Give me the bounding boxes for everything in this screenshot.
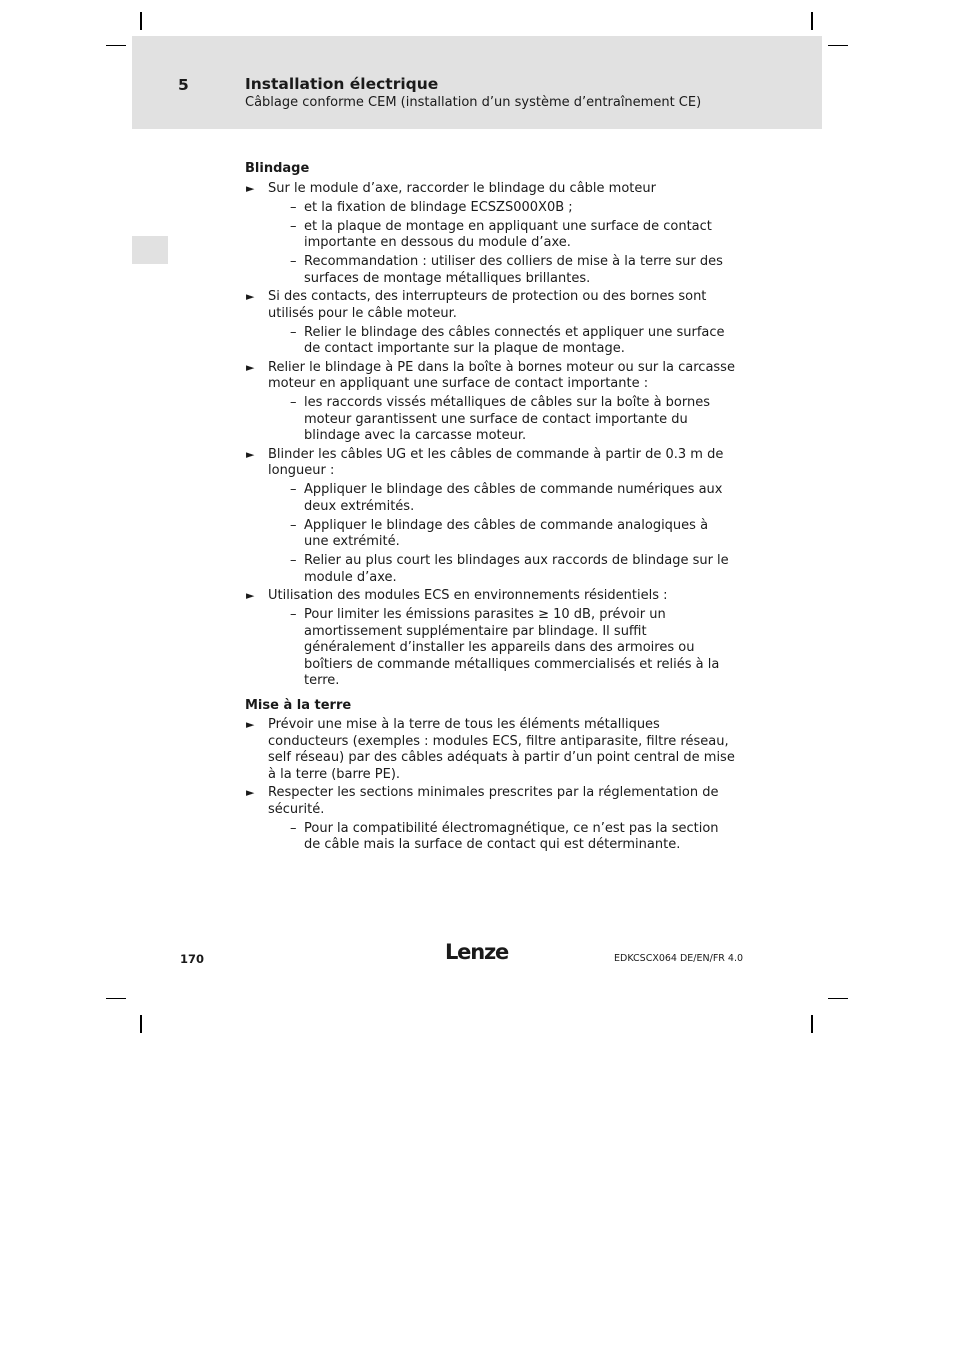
sub-item-text: Appliquer le blindage des câbles de commande numériques aux deux extrémités. [304, 482, 723, 514]
chapter-number: 5 [178, 76, 189, 94]
lenze-logo: Lenze [445, 940, 509, 964]
dash-icon: – [290, 199, 297, 215]
sub-item [268, 821, 735, 854]
sub-item-text: et la plaque de montage en appliquant une surface de contact importante en dessous du module d’axe. [304, 218, 712, 250]
sub-item [268, 325, 735, 358]
side-tab-marker [132, 236, 168, 264]
dash-icon: – [290, 482, 297, 497]
dash-icon: – [290, 395, 297, 410]
chapter-subtitle: Câblage conforme CEM (installation d’un système d’entraînement CE) [245, 95, 702, 110]
bullet-arrow-icon: ► [246, 181, 255, 195]
bullet-arrow-icon: ► [246, 290, 255, 303]
sub-item-text: Appliquer le blindage des câbles de commande analogiques à une extrémité. [304, 517, 709, 549]
sub-item-text: Pour la compatibilité électromagnétique, ce n’est pas la section de câble mais la surface de contact qui est déterminante. [304, 820, 719, 852]
list-item-text: Sur le module d’axe, raccorder le blindage du câble moteur [268, 180, 656, 196]
sub-item [268, 254, 735, 287]
sub-item-text: les raccords vissés métalliques de câbles sur la boîte à bornes moteur garantissent une surface de contact importante du blindage avec la carcasse moteur. [304, 395, 710, 443]
dash-icon: – [290, 607, 297, 622]
dash-icon: – [290, 553, 297, 568]
sub-item [268, 219, 735, 252]
sub-item [268, 395, 735, 445]
dash-icon: – [290, 254, 297, 269]
section-heading: Blindage [245, 161, 310, 176]
list-item-text: Blinder les câbles UG et les câbles de commande à partir de 0.3 m de longueur : [268, 446, 724, 478]
sub-item [268, 518, 735, 551]
crop-mark [828, 998, 848, 999]
sub-item-text: Recommandation : utiliser des colliers de mise à la terre sur des surfaces de montage métalliques brillantes. [304, 254, 723, 286]
crop-mark [140, 12, 142, 30]
list-item-text: Si des contacts, des interrupteurs de protection ou des bornes sont utilisés pour le câble moteur. [268, 289, 707, 321]
list-item-text: Utilisation des modules ECS en environnements résidentiels : [268, 588, 668, 603]
sub-item [268, 607, 735, 690]
section-heading: Mise à la terre [245, 697, 352, 713]
crop-mark [106, 45, 126, 46]
list-item [245, 447, 735, 587]
bullet-arrow-icon: ► [246, 786, 255, 799]
sub-item [268, 553, 735, 586]
list-item-text: Prévoir une mise à la terre de tous les éléments métalliques conducteurs (exemples : modules ECS, filtre antiparasite, filtre réseau, self réseau) par des câbles adéquats à partir d’un point central de mise à la terre (barre PE). [268, 717, 735, 782]
main-content [245, 161, 735, 856]
dash-icon: – [290, 820, 297, 836]
list-item-text: Relier le blindage à PE dans la boîte à bornes moteur ou sur la carcasse moteur en appliquant une surface de contact importante : [268, 359, 735, 391]
list-item [245, 289, 735, 358]
sub-item-text: Relier le blindage des câbles connectés et appliquer une surface de contact importante sur la plaque de montage. [304, 324, 725, 356]
chapter-header [132, 36, 822, 129]
sub-item-text: Pour limiter les émissions parasites ≥ 10 dB, prévoir un amortissement supplémentaire par blindage. Il suffit généralement d’installer les appareils dans des armoires ou boîtiers de commande métalliques commercialisés et reliés à la terre. [304, 607, 720, 688]
crop-mark [140, 1015, 142, 1033]
bullet-arrow-icon: ► [246, 447, 255, 461]
crop-mark [828, 45, 848, 46]
crop-mark [106, 998, 126, 999]
list-item [245, 717, 735, 783]
sub-item-text: et la fixation de blindage ECSZS000X0B ; [304, 199, 573, 215]
list-item [245, 588, 735, 690]
dash-icon: – [290, 517, 297, 533]
bullet-arrow-icon: ► [246, 718, 255, 731]
sub-item [268, 482, 735, 515]
list-item [245, 785, 735, 854]
dash-icon: – [290, 324, 297, 340]
list-item-text: Respecter les sections minimales prescrites par la réglementation de sécurité. [268, 785, 719, 817]
chapter-title: Installation électrique [245, 75, 439, 93]
list-item [245, 360, 735, 445]
dash-icon: – [290, 218, 297, 234]
list-item [245, 181, 735, 288]
crop-mark [811, 1015, 813, 1033]
bullet-arrow-icon: ► [246, 360, 255, 374]
document-code: EDKCSCX064 DE/EN/FR 4.0 [614, 953, 744, 964]
sub-item-text: Relier au plus court les blindages aux raccords de blindage sur le module d’axe. [304, 553, 729, 585]
sub-item [268, 200, 735, 217]
bullet-arrow-icon: ► [246, 589, 255, 602]
crop-mark [811, 12, 813, 30]
page-number: 170 [180, 952, 205, 966]
